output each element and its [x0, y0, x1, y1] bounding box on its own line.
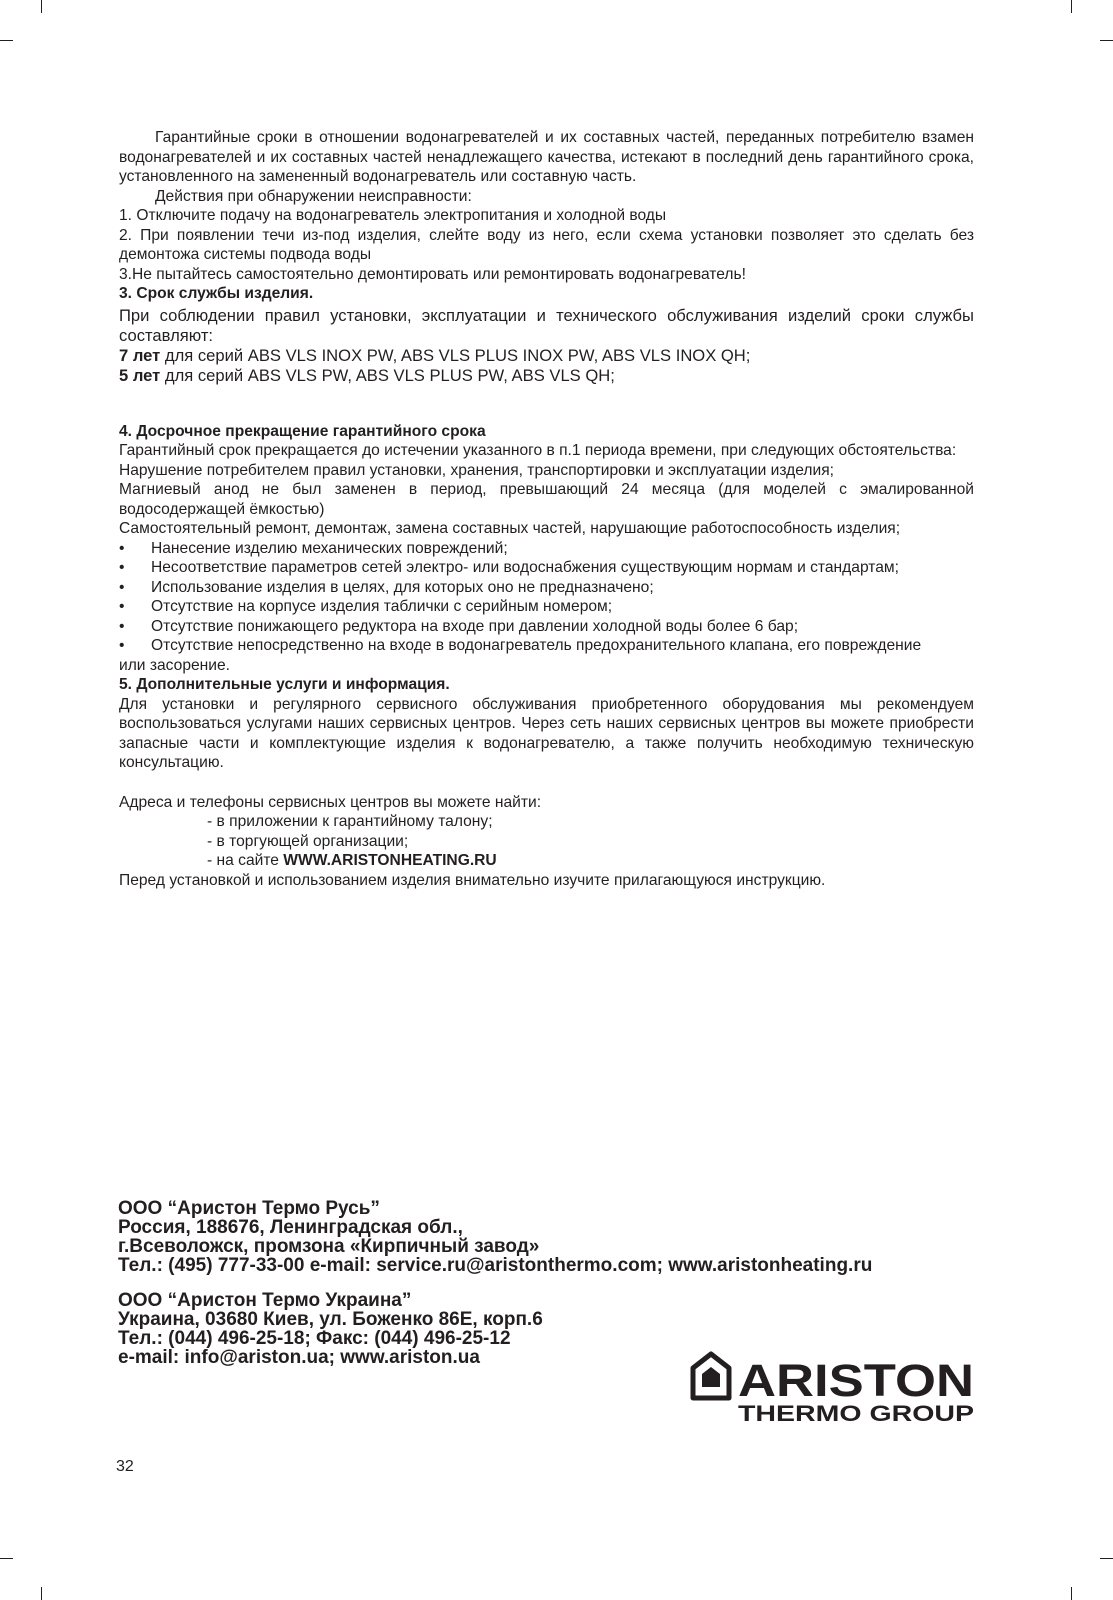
address-source-2: - в торгующей организации;: [207, 832, 409, 850]
termination-condition-3: Самостоятельный ремонт, демонтаж, замена составных частей, нарушающие работоспособность изделия;: [119, 520, 901, 537]
address-line-1-ru: Россия, 188676, Ленинградская обл.,: [118, 1217, 463, 1238]
termination-intro: Гарантийный срок прекращается до истечении указанного в п.1 периода времени, при следующих обстоятельства:: [119, 442, 957, 459]
ariston-logo: [690, 1351, 975, 1425]
document-body: [119, 128, 974, 890]
company-name-ua: ООО “Аристон Термо Украина”: [118, 1290, 412, 1311]
crop-mark: [1100, 1558, 1113, 1559]
contacts-ukraine: [118, 1291, 543, 1367]
bullet-icon: •: [119, 598, 125, 615]
contacts-russia: [118, 1199, 872, 1275]
section-5-title: 5. Дополнительные услуги и информация.: [119, 676, 450, 693]
address-ua: Украина, 03680 Киев, ул. Боженко 86Е, корп.6: [118, 1309, 543, 1330]
termination-bullet-3: [119, 578, 974, 598]
section-3-title: 3. Срок службы изделия.: [119, 285, 314, 302]
crop-mark: [1071, 1587, 1072, 1600]
phone-email-ru: Тел.: (495) 777-33-00 e-mail: service.ru@aristonthermo.com; www.aristonheating.ru: [118, 1255, 873, 1276]
crop-mark: [41, 1587, 42, 1600]
termination-bullet-1: [119, 539, 974, 559]
bullet-text: Использование изделия в целях, для которых оно не предназначено;: [151, 578, 654, 596]
website-link[interactable]: WWW.ARISTONHEATING.RU: [283, 852, 497, 869]
bullet-text: Отсутствие понижающего редуктора на входе при давлении холодной воды более 6 бар;: [151, 617, 799, 635]
address-source-3: [119, 851, 974, 871]
service-life-7-years-label: 7 лет: [119, 345, 161, 365]
crop-mark: [1100, 40, 1113, 41]
house-icon: [693, 1354, 729, 1398]
address-source-1: - в приложении к гарантийному талону;: [207, 813, 493, 830]
termination-bullet-4: [119, 597, 974, 617]
bullet-icon: •: [119, 617, 125, 635]
crop-mark: [0, 1558, 13, 1559]
crop-mark: [0, 40, 13, 41]
service-life-5-years-series: для серий ABS VLS PW, ABS VLS PLUS PW, ABS VLS QH;: [160, 365, 615, 385]
warranty-replacement-paragraph: Гарантийные сроки в отношении водонагревателей и их составных частей, переданных потребителю взамен водонагревателей и их составных частей ненадлежащего качества, истекают в последний день гарантийного срока, установленного на замененный водонагреватель или составную часть.: [119, 129, 974, 185]
malfunction-step-1: 1. Отключите подачу на водонагреватель электропитания и холодной воды: [119, 207, 667, 224]
bullet-icon: •: [119, 539, 125, 557]
malfunction-step-3: 3.Не пытайтесь самостоятельно демонтировать или ремонтировать водонагреватель!: [119, 265, 746, 283]
addresses-intro: Адреса и телефоны сервисных центров вы можете найти:: [119, 793, 542, 811]
service-life-7-years: [119, 346, 974, 366]
service-centers-paragraph: Для установки и регулярного сервисного обслуживания приобретенного оборудования мы рекомендуем воспользоваться услугами наших сервисных центров. Через сеть наших сервисных центров вы можете приобрести запасные части и комплектующие изделия к водонагревателю, а также получить необходимую техническую консультацию.: [119, 695, 974, 771]
service-life-text: При соблюдении правил установки, эксплуатации и технического обслуживания изделий сроки службы составляют:: [119, 305, 974, 345]
section-4-title: 4. Досрочное прекращение гарантийного срока: [119, 422, 486, 440]
bullet-text: Несоответствие параметров сетей электро- или водоснабжения существующим нормам и стандартам;: [151, 559, 899, 576]
bullet-icon: •: [119, 578, 125, 596]
service-life-7-years-series: для серий ABS VLS INOX PW, ABS VLS PLUS INOX PW, ABS VLS INOX QH;: [160, 345, 751, 365]
email-web-ua: e-mail: info@ariston.ua; www.ariston.ua: [118, 1347, 480, 1368]
termination-condition-2: Магниевый анод не был заменен в период, превышающий 24 месяца (для моделей с эмалированной водосодержащей ёмкостью): [119, 481, 974, 518]
closing-note: Перед установкой и использованием изделия внимательно изучите прилагающуюся инструкцию.: [119, 871, 826, 889]
bullet-icon: •: [119, 637, 125, 654]
termination-bullet-6: [119, 636, 974, 675]
bullet-text: Нанесение изделию механических повреждений;: [151, 539, 508, 557]
page-number: 32: [116, 1458, 134, 1475]
bullet-text: Отсутствие непосредственно на входе в водонагреватель предохранительного клапана, его повреждение или засорение.: [119, 637, 922, 674]
termination-condition-1: Нарушение потребителем правил установки, хранения, транспортировки и эксплуатации изделия;: [119, 461, 834, 479]
service-life-5-years-label: 5 лет: [119, 365, 161, 385]
termination-bullet-2: [119, 558, 974, 578]
crop-mark: [1071, 0, 1072, 13]
logo-brand: ARISTON: [738, 1355, 974, 1406]
phone-fax-ua: Тел.: (044) 496-25-18; Факс: (044) 496-25-12: [118, 1328, 511, 1349]
malfunction-step-2: 2. При появлении течи из-под изделия, слейте воду из него, если схема установки позволяет это сделать без демонтожа системы подвода воды: [119, 226, 974, 263]
malfunction-actions-heading: Действия при обнаружении неисправности:: [155, 187, 472, 205]
website-prefix: - на сайте: [207, 852, 284, 869]
company-name-ru: ООО “Аристон Термо Русь”: [118, 1198, 380, 1219]
service-life-5-years: [119, 366, 974, 386]
bullet-text: Отсутствие на корпусе изделия таблички с серийным номером;: [151, 598, 613, 615]
logo-subtitle: THERMO GROUP: [738, 1401, 974, 1425]
termination-bullet-5: [119, 617, 974, 637]
address-line-2-ru: г.Всеволожск, промзона «Кирпичный завод»: [118, 1236, 540, 1257]
bullet-icon: •: [119, 559, 125, 576]
crop-mark: [41, 0, 42, 13]
